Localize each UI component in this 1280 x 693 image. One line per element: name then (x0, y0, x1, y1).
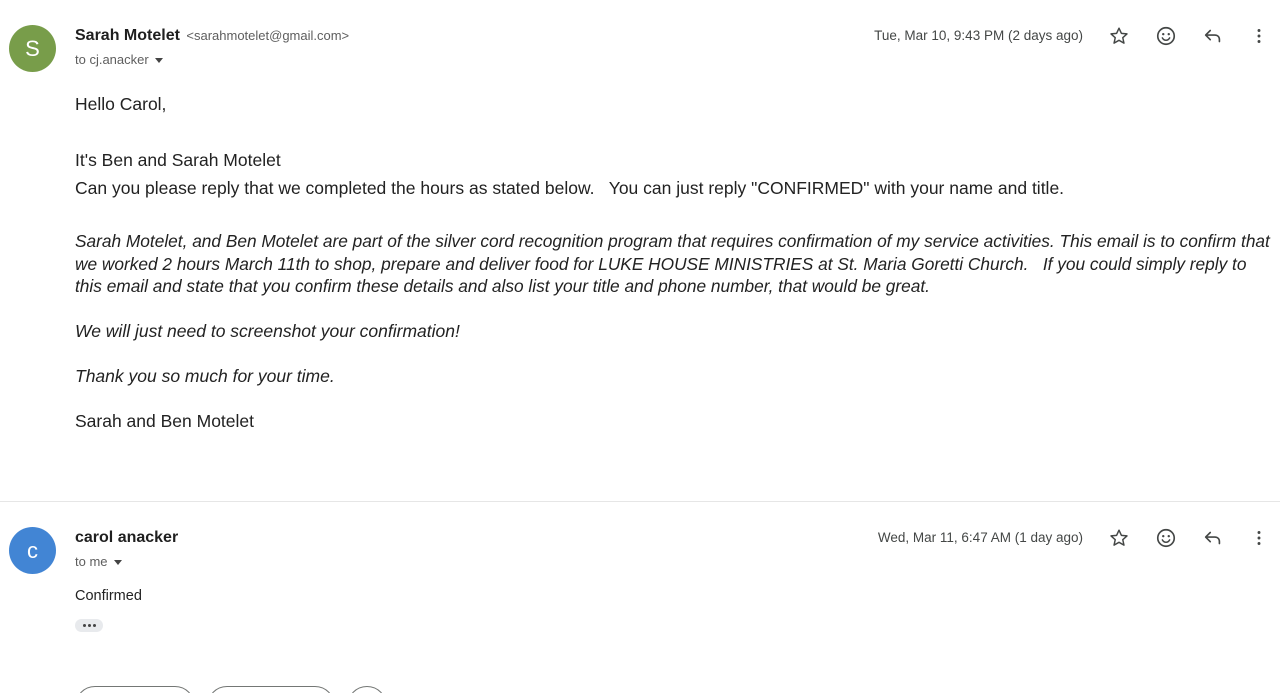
sender-avatar[interactable] (9, 25, 56, 72)
sender-avatar[interactable] (9, 527, 56, 574)
emoji-icon (1155, 527, 1177, 549)
chevron-down-icon (114, 560, 122, 565)
sender-name[interactable]: Sarah Motelet (75, 27, 180, 44)
emoji-reaction-pill-button[interactable] (347, 686, 387, 693)
chevron-down-icon (155, 58, 163, 63)
intro-line: It's Ben and Sarah Motelet (75, 150, 281, 170)
signature: Sarah and Ben Motelet (75, 411, 255, 431)
recipient-toggle[interactable] (75, 52, 163, 67)
recipient-toggle[interactable] (75, 554, 122, 569)
message-date: Wed, Mar 11, 6:47 AM (1 day ago) (877, 530, 1083, 545)
emoji-button[interactable] (1152, 22, 1180, 50)
request-line: Can you please reply that we completed the hours as stated below. You can just reply "CONFIRMED" with your name and title. (75, 178, 1065, 198)
more-vert-icon (1248, 25, 1270, 47)
star-button[interactable] (1105, 22, 1133, 50)
dot (88, 624, 91, 627)
confirmation-paragraph: Sarah Motelet, and Ben Motelet are part of the silver cord recognition program that requires confirmation of my service activities. This email is to confirm that we worked 2 hours March 11th to shop, prepare and deliver food for LUKE HOUSE MINISTRIES at St. Maria Goretti Church. If you could simply reply to this email and state that you confirm these details and also list your title and phone number, that would be great. (75, 231, 1275, 296)
more-options-button[interactable] (1245, 22, 1273, 50)
recipient-label: to me (75, 554, 108, 569)
message-date: Tue, Mar 10, 9:43 PM (2 days ago) (874, 28, 1083, 43)
dot (83, 624, 86, 627)
emoji-icon (1155, 25, 1177, 47)
show-trimmed-content-button[interactable] (75, 619, 103, 632)
thanks-line: Thank you so much for your time. (75, 366, 335, 386)
star-icon (1108, 25, 1130, 47)
avatar-letter: S (25, 35, 40, 61)
reply-body: Confirmed (75, 588, 142, 604)
more-vert-icon (1248, 527, 1270, 549)
sender-info (75, 529, 178, 547)
message-divider (0, 501, 1280, 502)
reply-button[interactable] (1199, 22, 1227, 50)
star-button[interactable] (1105, 524, 1133, 552)
recipient-label: to cj.anacker (75, 52, 149, 67)
more-options-button[interactable] (1245, 524, 1273, 552)
sender-name[interactable]: carol anacker (75, 529, 179, 546)
avatar-letter: c (27, 537, 38, 563)
emoji-button[interactable] (1152, 524, 1180, 552)
greeting: Hello Carol, (75, 94, 167, 114)
dot (93, 624, 96, 627)
screenshot-line: We will just need to screenshot your confirmation! (75, 321, 460, 341)
sender-info (75, 27, 349, 45)
reply-pill-button[interactable] (75, 686, 195, 693)
reply-icon (1202, 527, 1224, 549)
reply-icon (1202, 25, 1224, 47)
forward-pill-button[interactable] (207, 686, 335, 693)
sender-email: <sarahmotelet@gmail.com> (186, 28, 350, 43)
reply-button[interactable] (1199, 524, 1227, 552)
star-icon (1108, 527, 1130, 549)
